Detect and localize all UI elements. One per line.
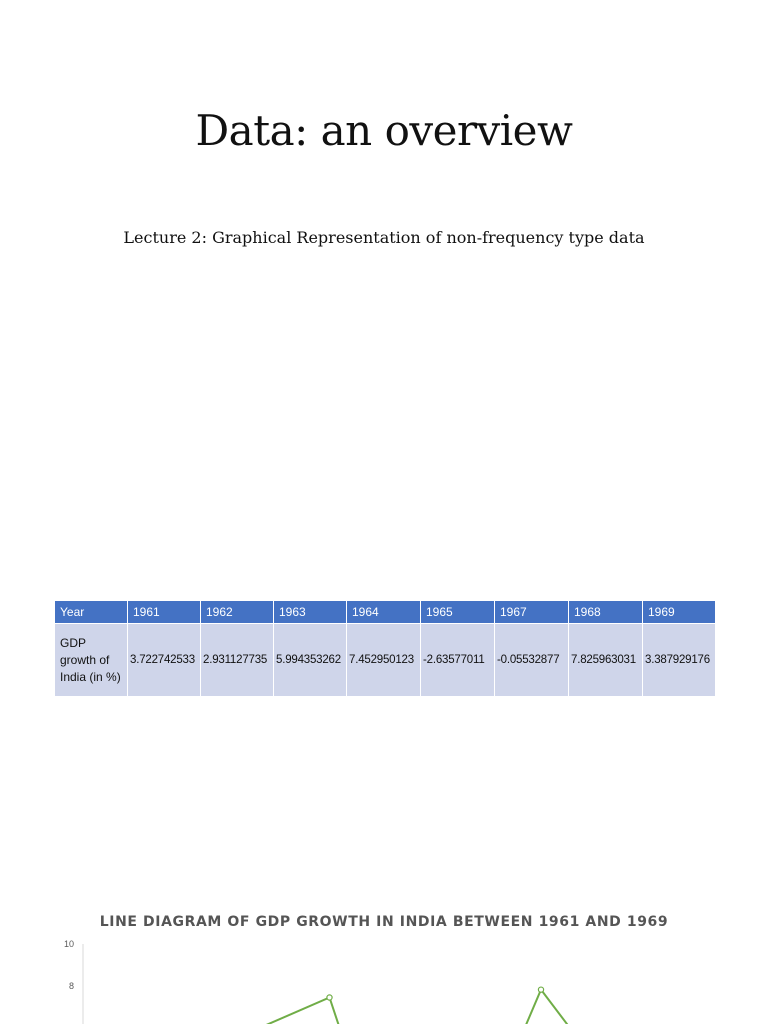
table-row [55, 624, 716, 697]
slide-subtitle: Lecture 2: Graphical Representation of non-frequency type data [123, 228, 645, 247]
value-cell: -2.63577011 [421, 624, 495, 697]
header-year-cell: 1965 [421, 601, 495, 624]
chart-title: LINE DIAGRAM OF GDP GROWTH IN INDIA BETWEEN 1961 AND 1969 [99, 914, 669, 930]
gdp-line-chart [0, 930, 768, 1024]
row-label-gdp: GDP growth of India (in %) [55, 624, 128, 697]
y-tick-labels [64, 939, 74, 1024]
header-year-cell: 1964 [347, 601, 421, 624]
y-tick-label: 8 [68, 981, 74, 991]
value-cell: 5.994353262 [274, 624, 347, 697]
header-year-cell: 1962 [201, 601, 274, 624]
value-cell: 3.387929176 [643, 624, 716, 697]
series-line [118, 990, 612, 1024]
header-year-cell: 1969 [643, 601, 716, 624]
header-year-cell: 1963 [274, 601, 347, 624]
value-cell: 2.931127735 [201, 624, 274, 697]
header-year-cell: 1968 [569, 601, 643, 624]
header-year-cell: 1961 [128, 601, 201, 624]
data-point [538, 987, 543, 992]
header-year-cell: 1967 [495, 601, 569, 624]
data-point [327, 995, 332, 1000]
gdp-table [54, 600, 716, 697]
value-cell: 3.722742533 [128, 624, 201, 697]
table-header-row [55, 601, 716, 624]
value-cell: 7.452950123 [347, 624, 421, 697]
value-cell: 7.825963031 [569, 624, 643, 697]
value-cell: -0.05532877 [495, 624, 569, 697]
y-tick-label: 10 [63, 939, 74, 949]
slide-title: Data: an overview [195, 106, 573, 155]
header-year-label: Year [55, 601, 128, 624]
